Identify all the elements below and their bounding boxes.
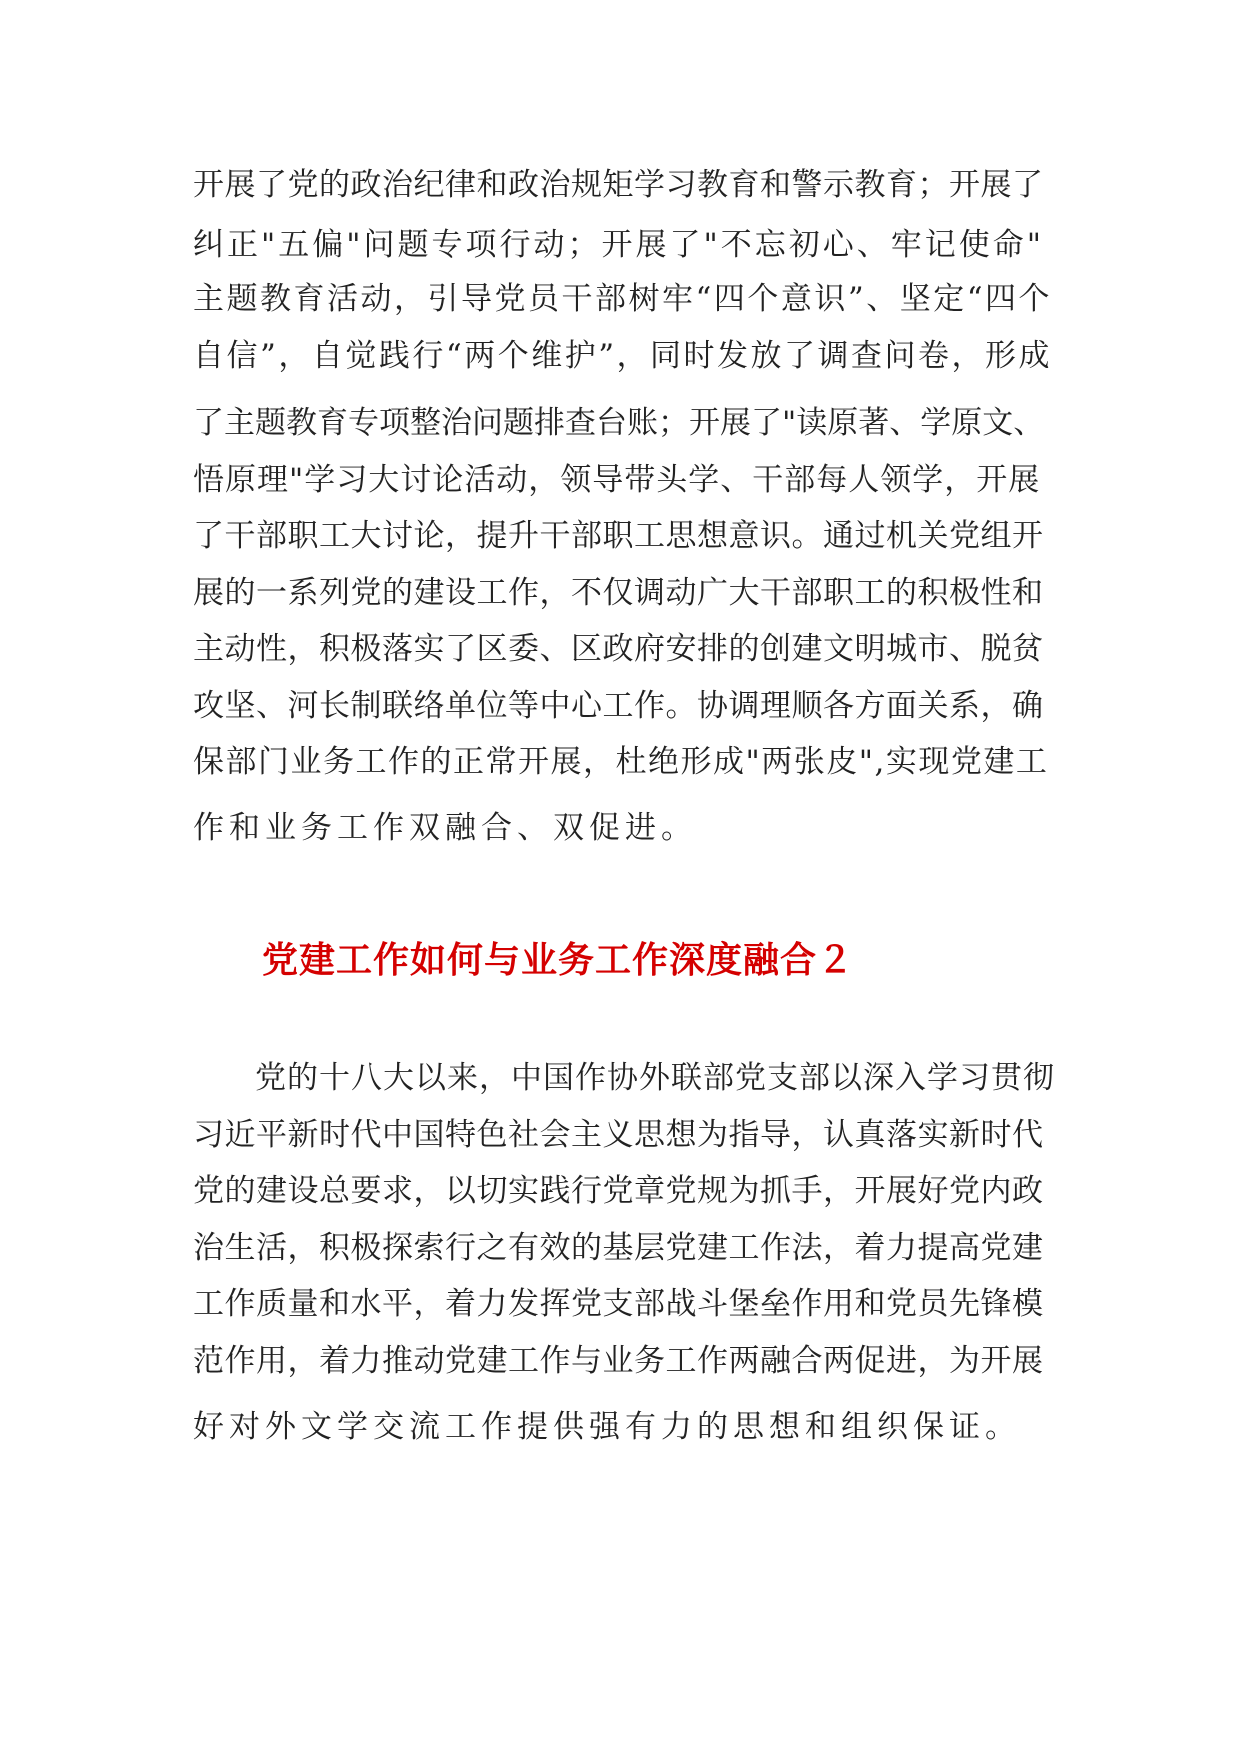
- text-line: 自信”，自觉践行“两个维护”，同时发放了调查问卷，形成: [193, 338, 1053, 374]
- text-line: 主题教育活动，引导党员干部树牢“四个意识”、坚定“四个: [193, 281, 1053, 317]
- text-line: 了主题教育专项整治问题排查台账；开展了"读原著、学原文、: [193, 405, 1045, 441]
- text-line: 工作质量和水平，着力发挥党支部战斗堡垒作用和党员先锋模: [193, 1286, 1044, 1322]
- text-line: 党的建设总要求，以切实践行党章党规为抓手，开展好党内政: [193, 1173, 1044, 1209]
- text-line: 范作用，着力推动党建工作与业务工作两融合两促进，为开展: [193, 1343, 1044, 1379]
- text-line: 好对外文学交流工作提供强有力的思想和组织保证。: [193, 1409, 1021, 1445]
- text-line: 攻坚、河长制联络单位等中心工作。协调理顺各方面关系，确: [193, 688, 1044, 724]
- text-line: 作和业务工作双融合、双促进。: [193, 810, 697, 846]
- text-line: 党的十八大以来，中国作协外联部党支部以深入学习贯彻: [255, 1060, 1055, 1096]
- text-line: 悟原理"学习大讨论活动，领导带头学、干部每人领学，开展: [193, 462, 1041, 498]
- text-line: 了干部职工大讨论，提升干部职工思想意识。通过机关党组开: [193, 518, 1044, 554]
- text-line: 展的一系列党的建设工作，不仅调动广大干部职工的积极性和: [193, 575, 1044, 611]
- text-line: 治生活，积极探索行之有效的基层党建工作法，着力提高党建: [193, 1230, 1044, 1266]
- text-line: 习近平新时代中国特色社会主义思想为指导，认真落实新时代: [193, 1117, 1044, 1153]
- text-line: 保部门业务工作的正常开展，杜绝形成"两张皮",实现党建工: [193, 744, 1049, 780]
- text-line: 纠正"五偏"问题专项行动；开展了"不忘初心、牢记使命": [193, 227, 1045, 263]
- text-line: 开展了党的政治纪律和政治规矩学习教育和警示教育；开展了: [193, 167, 1044, 203]
- section-heading: 党建工作如何与业务工作深度融合２: [262, 939, 855, 981]
- text-line: 主动性，积极落实了区委、区政府安排的创建文明城市、脱贫: [193, 631, 1044, 667]
